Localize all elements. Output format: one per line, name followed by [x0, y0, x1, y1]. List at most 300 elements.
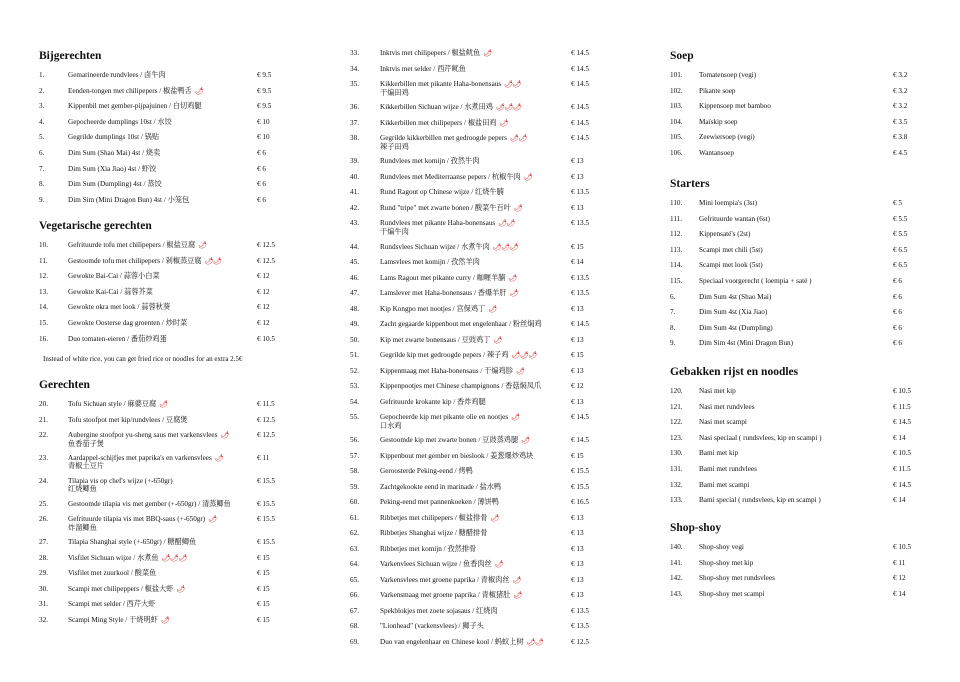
item-name-chinese: 青椒土豆片	[68, 462, 104, 471]
item-number: 69.	[350, 637, 359, 646]
item-name-text: Kip Kongpo met nootjes / 宫保鸡丁	[380, 304, 486, 313]
menu-item	[350, 274, 595, 290]
item-number: 55.	[350, 413, 359, 422]
menu-item	[670, 261, 915, 277]
item-name-text: Inktvis met chilipepers / 椒盐鱿鱼	[380, 49, 481, 57]
item-price: € 13	[571, 335, 584, 344]
item-name-text: Rundvlees met Mediterraanse pepers / 杭椒牛肉	[380, 172, 521, 181]
item-name-chinese: 干煸田鸡	[380, 88, 409, 97]
item-name-text: Dim Sum 4st (Shao Mai)	[699, 292, 772, 301]
item-number: 9.	[39, 195, 45, 204]
menu-item	[39, 241, 289, 257]
item-name-text: Inktvis met selder / 西芹鱿鱼	[380, 64, 466, 73]
chili-spicy-icon: 🌶	[208, 515, 217, 524]
item-name-text: Gewokte Oosterse dag groenten / 炒时菜	[68, 318, 188, 327]
item-name	[68, 165, 258, 174]
item-number: 103.	[670, 102, 683, 111]
chili-spicy-icon: 🌶	[220, 431, 229, 440]
item-name	[699, 465, 889, 474]
chili-spicy-icon: 🌶	[159, 400, 168, 408]
item-name	[380, 367, 572, 376]
item-price: € 13	[571, 575, 584, 584]
item-price: € 16.5	[571, 498, 589, 507]
item-name-text: Scampi met chilipeppers / 椒盐大虾	[68, 584, 174, 593]
item-price: € 13	[571, 513, 584, 522]
item-name	[68, 454, 258, 471]
chili-spicy-icon: 🌶	[513, 591, 522, 600]
item-price: € 13	[571, 529, 584, 538]
section-gerechten	[39, 377, 289, 632]
item-price: € 13.5	[571, 188, 589, 197]
item-price: € 13.5	[571, 606, 589, 615]
item-number: 11.	[39, 256, 48, 265]
item-name-text: Scampi Ming Style / 干烧明虾	[68, 615, 158, 624]
item-number: 141.	[670, 558, 683, 567]
item-name-text: Ribbetjes met komijn / 孜然排骨	[380, 544, 477, 553]
item-name-text: Zachtgekookte eend in marinade / 盐水鸭	[380, 482, 502, 491]
item-name	[699, 403, 889, 412]
item-name-text: Gemarineerde rundvlees / 卤牛肉	[68, 71, 166, 79]
item-name	[699, 481, 889, 490]
menu-item	[39, 180, 289, 196]
item-name-text: Pikante soep	[699, 86, 736, 95]
menu-item	[350, 188, 595, 204]
menu-item	[39, 257, 289, 273]
item-price: € 15	[571, 351, 584, 360]
item-name	[380, 119, 572, 128]
item-number: 39.	[350, 157, 359, 166]
item-price: € 14	[893, 496, 906, 505]
menu-item	[39, 400, 289, 416]
chili-spicy-icon: 🌶	[160, 615, 170, 624]
item-name-text: Gefrituurde wantan (6st)	[699, 214, 771, 223]
item-number: 2.	[39, 86, 45, 95]
menu-item	[39, 102, 289, 118]
item-name	[699, 434, 889, 443]
item-number: 14.	[39, 303, 48, 312]
item-name	[699, 324, 889, 333]
menu-item	[670, 590, 915, 606]
item-name-text: Gewokte Bai-Cai / 蒜蓉小白菜	[68, 272, 160, 281]
item-price: € 11	[257, 453, 270, 462]
chili-spicy-icon: 🌶🌶	[509, 134, 527, 143]
item-name-text: Zeewiersoep (vegi)	[699, 133, 755, 142]
item-number: 13.	[39, 287, 48, 296]
menu-item	[39, 165, 289, 181]
item-price: € 13.5	[571, 273, 589, 282]
item-name-text: Tofu stoofpot met kip/rundvlees / 豆腐煲	[68, 415, 188, 424]
menu-item	[670, 215, 915, 231]
item-name-text: Gepocheerde dumplings 10st / 水饺	[68, 117, 172, 126]
item-name-text: Maïskip soep	[699, 117, 738, 126]
menu-item	[670, 324, 915, 340]
item-name-text: Lamslever met Haha-bonensaus / 香爆羊肝	[380, 289, 507, 298]
item-name	[380, 274, 572, 283]
item-name	[68, 288, 258, 297]
item-name-text: Tomatensoep (vegi)	[699, 71, 757, 79]
item-name	[68, 585, 258, 594]
chili-spicy-icon: 🌶	[490, 513, 499, 522]
item-number: 120.	[670, 387, 683, 395]
menu-item	[350, 367, 595, 383]
item-number: 60.	[350, 498, 359, 507]
item-name	[68, 335, 258, 344]
menu-item	[350, 591, 595, 607]
menu-item	[350, 336, 595, 352]
item-price: € 6	[893, 308, 902, 317]
item-name-text: Aubergine stoofpot yu-sheng saus met varkensvlees	[68, 431, 218, 440]
item-name	[380, 436, 572, 445]
chili-spicy-icon: 🌶	[521, 436, 530, 445]
item-name	[380, 607, 572, 616]
menu-item	[670, 87, 915, 103]
item-name	[380, 351, 572, 360]
item-number: 66.	[350, 591, 359, 600]
menu-item	[39, 118, 289, 134]
item-name	[68, 180, 258, 189]
chili-spicy-icon: 🌶🌶	[504, 80, 521, 88]
chili-spicy-icon: 🌶	[523, 172, 533, 181]
item-number: 6.	[670, 292, 676, 301]
item-name-text: Dim Sum (Shao Mai) 4st / 烧卖	[68, 148, 161, 157]
menu-item	[350, 382, 595, 398]
item-price: € 12.5	[257, 256, 275, 265]
item-name	[380, 413, 572, 430]
item-number: 5.	[39, 133, 45, 142]
chili-spicy-icon: 🌶	[511, 413, 520, 422]
item-number: 106.	[670, 148, 683, 157]
item-name	[68, 102, 258, 111]
item-price: € 14.5	[571, 103, 589, 112]
item-price: € 14.5	[571, 413, 589, 422]
item-price: € 13	[571, 560, 584, 569]
item-number: 3.	[39, 102, 45, 111]
item-number: 54.	[350, 397, 359, 406]
item-price: € 13	[571, 544, 584, 553]
item-name-text: Tofu Sichuan style / 麻婆豆腐	[68, 400, 157, 408]
item-price: € 12	[257, 303, 270, 312]
item-number: 68.	[350, 622, 359, 631]
item-name-text: "Lionhead" (varkensvlees) / 狮子头	[380, 622, 484, 631]
item-name-chinese: 红烧鲫鱼	[68, 485, 97, 494]
menu-item	[39, 477, 289, 500]
item-name-text: Gewokte okra met look / 蒜蓉秋葵	[68, 303, 171, 312]
chili-spicy-icon: 🌶🌶🌶	[492, 242, 518, 251]
item-number: 45.	[350, 258, 359, 267]
item-price: € 12	[893, 574, 906, 583]
item-name	[380, 103, 572, 112]
chili-spicy-icon: 🌶	[483, 49, 492, 57]
item-number: 37.	[350, 118, 359, 127]
item-name	[699, 133, 889, 142]
item-name	[380, 467, 572, 476]
item-name	[380, 320, 572, 329]
item-name-text: Gegrilde kikkerbillen met gedroogde pepers	[380, 134, 507, 143]
item-name	[68, 569, 258, 578]
item-price: € 14.5	[571, 436, 589, 445]
item-name-text: Peking-eend met pannenkoeken / 薄饼鸭	[380, 498, 499, 507]
item-name	[68, 118, 258, 127]
item-price: € 15.5	[257, 515, 275, 524]
item-price: € 15	[257, 615, 270, 624]
item-price: € 11.5	[893, 464, 911, 473]
item-name-text: Varkensvlees met groene paprika / 青椒肉丝	[380, 575, 510, 584]
item-price: € 6	[257, 195, 266, 204]
menu-item	[350, 351, 595, 367]
item-number: 24.	[39, 476, 48, 485]
item-price: € 13	[571, 397, 584, 406]
item-name-text: Eenden-tongen met chilipepers / 椒盐鸭舌	[68, 86, 192, 95]
item-name	[68, 303, 258, 312]
menu-item	[39, 569, 289, 585]
menu-item	[39, 335, 289, 351]
menu-item	[350, 119, 595, 135]
item-price: € 5.5	[893, 214, 908, 223]
chili-spicy-icon: 🌶	[494, 560, 504, 569]
item-name	[68, 600, 258, 609]
item-price: € 14.5	[571, 49, 589, 57]
item-price: € 12.5	[257, 431, 275, 440]
item-number: 110.	[670, 199, 683, 207]
section-title: Bijgerechten	[39, 50, 102, 62]
item-price: € 6	[257, 164, 266, 173]
item-list	[39, 400, 289, 632]
item-number: 33.	[350, 49, 359, 57]
item-name-text: Wantansoep	[699, 148, 734, 157]
item-number: 64.	[350, 560, 359, 569]
chili-spicy-icon: 🌶	[509, 289, 518, 298]
item-name	[380, 529, 572, 538]
chili-spicy-icon: 🌶🌶	[204, 256, 222, 265]
item-number: 114.	[670, 261, 683, 270]
item-price: € 13	[571, 172, 584, 181]
item-price: € 9.5	[257, 71, 272, 79]
item-name-text: Dim Sum 4st (Xia Jiao)	[699, 308, 768, 317]
item-name	[380, 305, 572, 314]
item-number: 115.	[670, 276, 683, 285]
item-name-text: Gefrituurde tilapia vis met BBQ-saus (+-650gr)	[68, 515, 206, 524]
item-number: 7.	[670, 308, 676, 317]
menu-item	[350, 204, 595, 220]
item-number: 25.	[39, 499, 48, 508]
menu-item	[39, 288, 289, 304]
item-price: € 9.5	[257, 86, 272, 95]
item-number: 38.	[350, 134, 359, 143]
item-name	[699, 261, 889, 270]
item-name-text: Aardappel-schijfjes met paprika's en varkensvlees	[68, 453, 212, 462]
item-number: 7.	[39, 164, 45, 173]
item-name-text: Speciaal voorgerecht ( loempia + saté )	[699, 276, 812, 285]
item-number: 47.	[350, 289, 359, 298]
menu-item	[39, 319, 289, 335]
item-name	[699, 418, 889, 427]
menu-item	[39, 196, 289, 212]
item-name	[699, 543, 889, 552]
menu-item	[39, 515, 289, 538]
item-name-text: Dim Sum (Xia Jiao) 4st / 虾饺	[68, 164, 157, 173]
chili-spicy-icon: 🌶🌶🌶	[495, 103, 522, 112]
item-name-text: Gewokte Kai-Cai / 蒜蓉芥菜	[68, 287, 153, 296]
menu-item	[670, 308, 915, 324]
item-name-text: Kip met zwarte bonensaus / 豆豉鸡丁	[380, 335, 491, 344]
item-number: 123.	[670, 433, 683, 442]
item-price: € 5	[893, 199, 902, 207]
item-number: 10.	[39, 241, 48, 249]
chili-spicy-icon: 🌶🌶🌶	[161, 553, 187, 562]
item-name	[68, 515, 258, 532]
item-price: € 14.5	[571, 64, 589, 73]
menu-item	[350, 398, 595, 414]
item-name-text: Gefrituurde krokante kip / 香炸鸡腿	[380, 397, 486, 406]
menu-item	[350, 243, 595, 259]
menu-item	[670, 277, 915, 293]
item-name-text: Kikkerbillen Sichuan wijze / 水煮田鸡	[380, 103, 493, 112]
item-price: € 14.5	[571, 80, 589, 88]
menu-item	[350, 607, 595, 623]
menu-item	[350, 483, 595, 499]
item-number: 65.	[350, 575, 359, 584]
item-price: € 13.5	[571, 219, 589, 228]
item-name	[68, 196, 258, 205]
chili-spicy-icon: 🌶	[515, 366, 525, 375]
item-price: € 12.5	[257, 415, 275, 424]
menu-item	[39, 71, 289, 87]
item-price: € 14.5	[893, 418, 911, 427]
menu-item	[350, 103, 595, 119]
item-name	[380, 80, 572, 97]
menu-item	[350, 258, 595, 274]
menu-item	[39, 149, 289, 165]
item-name-text: Duo tomaten-eieren / 番茄炒鸡蛋	[68, 334, 167, 343]
item-name	[699, 102, 889, 111]
item-price: € 15	[257, 569, 270, 578]
item-number: 121.	[670, 402, 683, 411]
item-price: € 15	[257, 584, 270, 593]
item-name	[699, 199, 889, 208]
menu-item	[670, 496, 915, 512]
chili-spicy-icon: 🌶	[198, 241, 207, 249]
item-price: € 15.5	[571, 467, 589, 476]
section-title: Gerechten	[39, 379, 90, 391]
item-price: € 12	[257, 287, 270, 296]
item-name-text: Dim Sum (Dumpling) 4st / 蒸饺	[68, 180, 162, 189]
item-name-text: Rundvlees met pikante Haha-bonensaus	[380, 219, 496, 228]
item-name	[380, 382, 572, 391]
item-name	[380, 157, 572, 166]
item-price: € 15.5	[257, 476, 275, 485]
item-name-text: Gegrilde kip met gedroogde pepers / 辣子鸡	[380, 351, 509, 360]
item-name	[68, 241, 258, 250]
chili-spicy-icon: 🌶	[194, 86, 204, 95]
item-name	[380, 134, 572, 151]
item-price: € 6	[893, 292, 902, 301]
item-number: 32.	[39, 615, 48, 624]
menu-item	[350, 289, 595, 305]
item-price: € 3.8	[893, 133, 908, 142]
item-number: 8.	[39, 180, 45, 189]
item-name-text: Bami met rundvlees	[699, 464, 757, 473]
item-name	[699, 230, 889, 239]
item-name-text: Varkensmaag met groene paprika / 青椒猪肚	[380, 591, 511, 600]
menu-item	[350, 80, 595, 103]
item-name	[68, 257, 258, 266]
item-number: 41.	[350, 188, 359, 197]
item-name-text: Varkenvlees Sichuan wijze / 鱼香肉丝	[380, 560, 492, 569]
item-name	[699, 449, 889, 458]
item-list	[39, 71, 289, 211]
item-number: 43.	[350, 219, 359, 228]
item-number: 15.	[39, 318, 48, 327]
menu-item	[670, 230, 915, 246]
item-name-text: Kippensaté's (2st)	[699, 230, 751, 239]
item-number: 20.	[39, 400, 48, 408]
item-price: € 12	[571, 382, 584, 391]
menu-item	[350, 576, 595, 592]
item-name	[380, 219, 572, 236]
item-number: 6.	[39, 148, 45, 157]
item-number: 61.	[350, 513, 359, 522]
item-name-text: Kippenpootjes met Chinese champignons / 香菇焖凤爪	[380, 382, 542, 391]
menu-item	[670, 543, 915, 559]
menu-item	[350, 545, 595, 561]
item-name-text: Rundvlees met komijn / 孜然牛肉	[380, 157, 480, 166]
item-name-text: Bami special ( rundsvlees, kip en scampi )	[699, 496, 821, 505]
chili-spicy-icon: 🌶🌶🌶	[511, 351, 537, 360]
menu-item	[350, 134, 595, 157]
menu-item	[39, 272, 289, 288]
item-list	[670, 71, 915, 165]
section-title: Vegetarische gerechten	[39, 220, 152, 232]
item-number: 36.	[350, 103, 359, 112]
item-name	[380, 452, 572, 461]
menu-item	[350, 514, 595, 530]
item-name	[68, 400, 258, 409]
item-name-chinese: 辣子田鸡	[380, 142, 409, 151]
item-name	[699, 308, 889, 317]
item-number: 58.	[350, 467, 359, 476]
section-title: Gebakken rijst en noodles	[670, 366, 799, 378]
item-number: 112.	[670, 230, 683, 239]
item-name	[68, 538, 258, 547]
item-list	[670, 543, 915, 605]
item-number: 143.	[670, 589, 683, 598]
item-name-text: Gegrilde dumplings 10st / 锅贴	[68, 133, 160, 142]
item-name-text: Lamsvlees met komijn / 孜然羊肉	[380, 258, 480, 267]
item-number: 35.	[350, 80, 359, 88]
item-price: € 10	[257, 117, 270, 126]
item-name	[380, 398, 572, 407]
item-name	[699, 387, 889, 396]
item-number: 67.	[350, 606, 359, 615]
item-price: € 14	[893, 433, 906, 442]
item-price: € 10	[257, 133, 270, 142]
item-number: 9.	[670, 339, 676, 348]
item-name-text: Duo van engelenhaar en Chinese kool / 蚂蚁上树	[380, 637, 524, 646]
menu-item	[670, 387, 915, 403]
item-name	[699, 118, 889, 127]
item-name-text: Scampi met selder / 西芹大虾	[68, 600, 156, 609]
item-number: 42.	[350, 203, 359, 212]
menu-item	[670, 133, 915, 149]
item-name-text: Visfilet Sichuan wijze / 水煮鱼	[68, 553, 159, 562]
item-number: 29.	[39, 569, 48, 578]
item-number: 113.	[670, 245, 683, 254]
item-name	[68, 616, 258, 625]
item-name	[68, 133, 258, 142]
item-name-text: Kippenbil met gember-pijpajuinen / 白切鸡腿	[68, 102, 202, 111]
menu-item	[350, 49, 595, 65]
section-starters	[670, 176, 915, 355]
